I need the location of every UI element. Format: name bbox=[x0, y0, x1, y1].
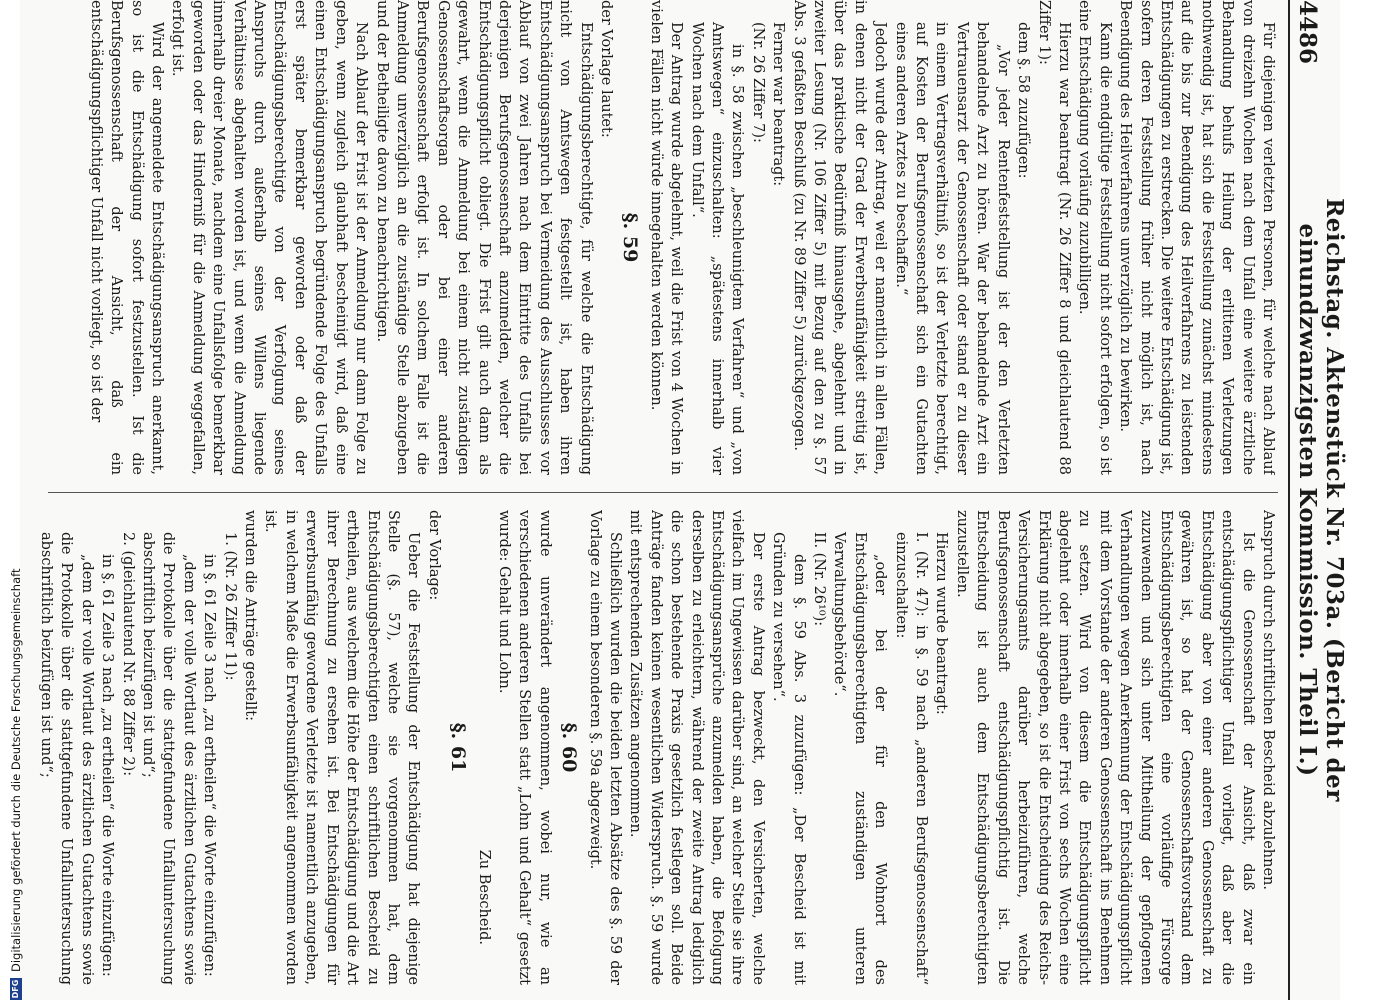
paragraph: dem §. 58 zuzufügen: bbox=[1015, 22, 1032, 179]
paragraph: in §. 61 Zeile 3 nach „zu ertheilen“ die Worte einzufügen: bbox=[99, 554, 116, 977]
paragraph: I. (Nr. 47): in §. 59 nach „anderen Berufsgenossenschaft“ einzuschalten: bbox=[892, 532, 930, 985]
paragraph: II. (Nr. 26¹⁰): bbox=[811, 532, 828, 627]
paragraph: Schließlich wurden die beiden letzten Absätze des §. 59 der Vorlage zu einem besonderen §. 59a abgezweigt. bbox=[586, 510, 623, 985]
left-column bbox=[33, 0, 1278, 475]
right-column bbox=[33, 510, 1278, 985]
scanned-page bbox=[20, 0, 1348, 1000]
page-header bbox=[1288, 0, 1348, 1000]
running-title: Reichstag. Aktenstück Nr. 703a. (Bericht der einundzwanzigsten Kommission. Theil I.) bbox=[1294, 198, 1348, 802]
paragraph: 1. (Nr. 26 Ziffer 11): bbox=[221, 532, 238, 681]
paragraph: dem §. 59 Abs. 3 zuzufügen: „Der Bescheid ist mit Gründen zu versehen“. bbox=[770, 532, 807, 985]
paragraph: 2. (gleichlautend Nr. 88 Ziffer 2): bbox=[119, 532, 136, 777]
paragraph: wurde unverändert angenommen, wobei nur, wie an verschiedenen anderen Stellen statt „Lohn und Gehalt“ gesetzt wurde: Gehalt und Lohn. bbox=[495, 510, 553, 985]
paragraph: „Vor jeder Rentenfeststellung ist der den Verletzten behandelnde Arzt zu hören. War der behandelnde Arzt ein Vertrauensarzt der Genossenschaft oder stand er zu dieser in einem Vertragsverhältniß, so ist der Verletzte berechtigt, auf Kosten der Berufsgenossenschaft sich ein Gutachten eines anderen Arztes zu beschaffen.“ bbox=[892, 22, 1011, 475]
paragraph: der Vorlage lautet: bbox=[598, 0, 614, 138]
paragraph: Anspruch durch schriftlichen Bescheid abzulehnen. bbox=[1260, 510, 1276, 890]
dfg-logo-icon: DFG bbox=[11, 979, 20, 999]
paragraph: Der erste Antrag bezweckt, den Versicherten, welche vielfach im Ungewissen darüber sind, an welcher Stelle sie ihre Entschädigungsansprüche anzumelden haben, die Befolgung derselben zu erleichtern, während der zweite Antrag lediglich die schon bestehende Praxis gesetzlich festlegen soll. Beide Anträge fanden keinen wesentlichen Widerspruch. §. 59 wurde mit entsprechenden Zusätzen angenommen. bbox=[627, 510, 766, 985]
paragraph: Wird der angemeldete Entschädigungsanspruch anerkannt, so ist die Entschädigung sofort festzustellen. Ist die Berufsgenossenschaft der Ansicht, daß ein entschädigungspflichtiger Unfall nicht vorliegt, so ist der bbox=[87, 0, 166, 475]
paragraph: Zu Bescheid. bbox=[475, 849, 492, 945]
paragraph: in §. 58 zwischen „beschleunigtem Verfahren“ und „von Amtswegen“ einzuschalten: „spätestens innerhalb vier Wochen nach dem Unfall“. bbox=[688, 22, 746, 475]
section-heading: §. 61 bbox=[447, 722, 470, 773]
paragraph: Für diejenigen verletzten Personen, für welche nach Ablauf von dreizehn Wochen nach dem Unfall eine weitere ärztliche Behandlung behufs Heilung der erlittenen Verletzungen nothwendig ist, hat sich die Feststellung zunächst mindestens auf die bis zur Beendigung des Heilverfahrens zu leistenden Entschädigungen zu erstrecken. Die weitere Entschädigung ist, sofern deren Feststellung früher nicht möglich ist, nach Beendigung des Heilverfahrens unverzüglich zu bewirken. bbox=[1117, 0, 1276, 475]
page-number: 4486 bbox=[1294, 0, 1321, 65]
paragraph: Nach Ablauf der Frist ist der Anmeldung nur dann Folge zu geben, wenn zugleich glaubhaft bescheinigt wird, daß eine einen Entschädigungsanspruch begründende Folge des Unfalls erst später bemerkbar geworden oder daß der Entschädigungsberechtigte von der Verfolgung seines Anspruchs durch außerhalb seines Willens liegende Verhältnisse abgehalten worden ist, und wenn die Anmeldung innerhalb dreier Monate, nachdem eine Unfallsfolge bemerkbar geworden oder das Hinderniß für die Anmeldung weggefallen, erfolgt ist. bbox=[169, 0, 370, 475]
paragraph: Ferner war beantragt: bbox=[770, 22, 787, 187]
paragraph: „oder bei der für den Wohnort des Entschädigungsberechtigten zuständigen unteren Verwaltungsbehörde“. bbox=[831, 532, 889, 985]
paragraph: „dem der volle Wortlaut des ärztlichen Gutachtens sowie die Protokolle über die stattgefundene Unfalluntersuchung abschriftlich beizufügen ist und“; bbox=[38, 532, 95, 985]
paragraph: Kann die endgültige Feststellung nicht sofort erfolgen, so ist eine Entschädigung vorläufig zuzubilligen. bbox=[1076, 0, 1113, 475]
paragraph: Hierzu war beantragt (Nr. 26 Ziffer 8 und gleichlautend 88 Ziffer 1): bbox=[1035, 0, 1072, 475]
paragraph: Entschädigungsberechtigte, für welche die Entschädigung nicht von Amtswegen festgestellt ist, haben ihren Entschädigungsanspruch bei Vermeidung des Ausschlusses vor Ablauf von zwei Jahren nach dem Eintritte des Unfalls bei derjenigen Berufsgenossenschaft anzumelden, welcher die Entschädigungspflicht obliegt. Die Frist gilt auch dann als gewahrt, wenn die Anmeldung bei einem nicht zuständigen Genossenschaftsorgan oder bei einer anderen Berufsgenossenschaft erfolgt ist. In solchem Falle ist die Anmeldung unverzüglich an die zuständige Stelle abzugeben und der Betheiligte davon zu benachrichtigen. bbox=[373, 0, 594, 475]
paragraph: wurden die Anträge gestellt: bbox=[242, 510, 259, 721]
paragraph: Ueber die Feststellung der Entschädigung hat diejenige Stelle (§. 57), welche sie vorgenommen hat, dem Entschädigungsberechtigten einen schriftlichen Bescheid zu ertheilen, aus welchem die Höhe der Entschädigung und die Art ihrer Berechnung zu ersehen ist. Bei Entschädigungen für erwerbsunfähig gewordene Verletzte ist namentlich anzugeben, in welchem Maße die Erwerbsunfähigkeit angenommen worden ist. bbox=[262, 510, 422, 985]
section-heading: §. 59 bbox=[619, 212, 642, 263]
paragraph: Der Antrag wurde abgelehnt, weil die Frist von 4 Wochen in vielen Fällen nicht würde innegehalten werden können. bbox=[647, 0, 685, 475]
credit-text: Digitalisierung gefördert durch die Deutsche Forschungsgemeinschaft bbox=[9, 568, 23, 972]
digitization-credit bbox=[8, 0, 24, 1000]
paragraph: Ist die Genossenschaft der Ansicht, daß zwar ein entschädigungspflichtiger Unfall vorliegt, daß aber die Entschädigung aber von einer anderen Genossenschaft zu gewähren ist, so hat der Genossenschaftsvorstand dem Entschädigungsberechtigten eine vorläufige Fürsorge zuzuwenden und sich unter Mittheilung der gepflogenen Verhandlungen wegen Anerkennung der Entschädigungspflicht mit dem Vorstande der anderen Genossenschaft ins Benehmen zu setzen. Wird von diesem die Entschädigungspflicht abgelehnt oder innerhalb einer Frist von sechs Wochen eine Erklärung nicht abgegeben, so ist die Entscheidung des Reichs-Versicherungsamts darüber herbeizuführen, welche Berufsgenossenschaft entschädigungspflichtig ist. Die Entscheidung ist auch dem Entschädigungsberechtigten zuzustellen. bbox=[953, 510, 1256, 985]
paragraph: Hierzu wurde beantragt: bbox=[933, 532, 950, 715]
column-divider bbox=[48, 492, 1278, 493]
paragraph: der Vorlage: bbox=[425, 510, 442, 601]
paragraph: (Nr. 26 Ziffer 7): bbox=[749, 22, 766, 143]
paragraph: „dem der volle Wortlaut des ärztlichen Gutachtens sowie die Protokolle über die stattgefundene Unfalluntersuchung abschriftlich beizufügen ist und“; bbox=[140, 532, 197, 985]
paragraph: Jedoch wurde der Antrag, weil er namentlich in allen Fällen, in denen nicht der Grad der Erwerbsunfähigkeit streitig ist, über das praktische Bedürfniß hinausgehe, abgelehnt und in zweiter Lesung (Nr. 106 Ziffer 5) mit Bezug auf den zu §. 57 Abs. 3 gefaßten Beschluß (zu Nr. 89 Ziffer 5) zurückgezogen. bbox=[790, 0, 889, 475]
section-heading: §. 60 bbox=[558, 722, 581, 773]
paragraph: in §. 61 Zeile 3 nach „zu ertheilen“ die Worte einzufügen: bbox=[201, 554, 218, 977]
